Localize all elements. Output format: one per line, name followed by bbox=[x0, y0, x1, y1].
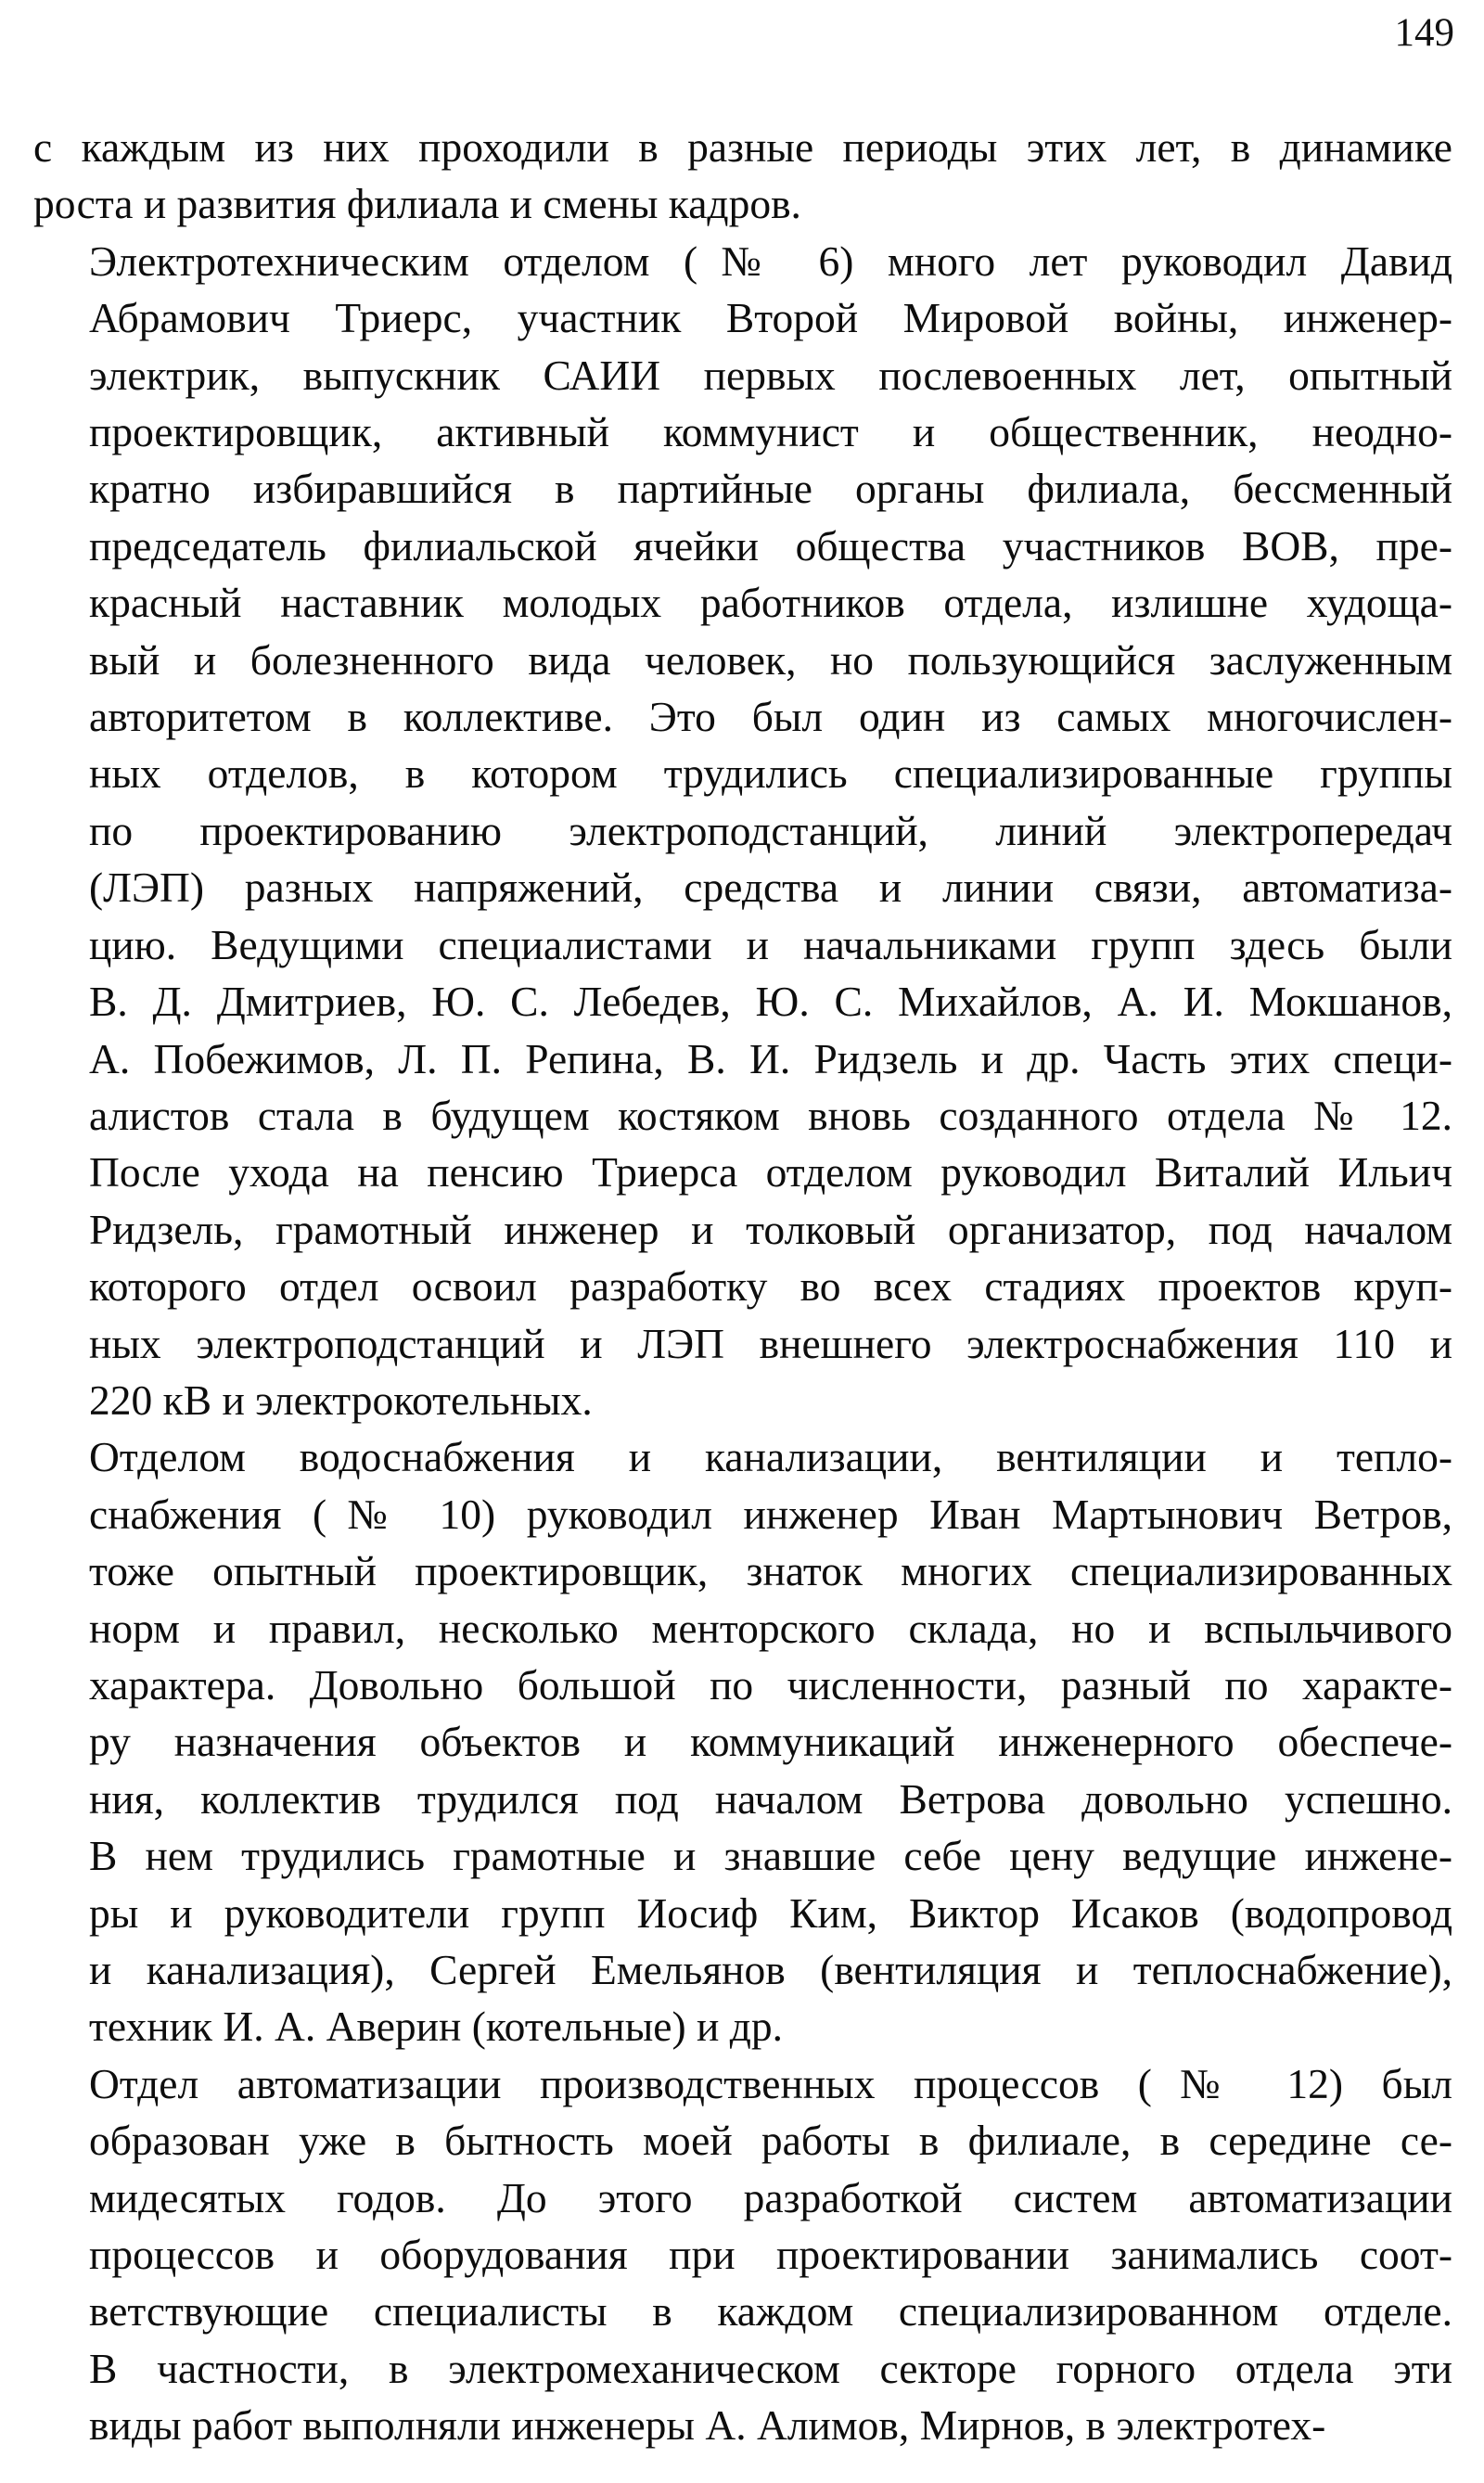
text-line: алистов стала в будущем костяком вновь созданного отдела № 12. bbox=[89, 1091, 1452, 1139]
text-line: (ЛЭП) разных напряжений, средства и линии связи, автоматиза- bbox=[89, 864, 1452, 912]
text-line: проектировщик, активный коммунист и общественник, неодно- bbox=[89, 408, 1452, 456]
text-line: 220 кВ и электрокотельных. bbox=[89, 1376, 593, 1424]
text-line: Абрамович Триерс, участник Второй Мировой войны, инженер- bbox=[89, 294, 1452, 342]
text-line: образован уже в бытность моей работы в филиале, в середине се- bbox=[89, 2117, 1452, 2165]
text-line: В. Д. Дмитриев, Ю. С. Лебедев, Ю. С. Михайлов, А. И. Мокшанов, bbox=[89, 978, 1452, 1026]
text-line: ных электроподстанций и ЛЭП внешнего электроснабжения 110 и bbox=[89, 1319, 1452, 1367]
text-line: ных отделов, в котором трудились специализированные группы bbox=[89, 749, 1452, 798]
text-line: После ухода на пенсию Триерса отделом руководил Виталий Ильич bbox=[89, 1148, 1452, 1197]
text-line: норм и правил, несколько менторского склада, но и вспыльчивого bbox=[89, 1604, 1452, 1652]
text-line: ветствующие специалисты в каждом специализированном отделе. bbox=[89, 2287, 1452, 2336]
text-line: кратно избиравшийся в партийные органы филиала, бессменный bbox=[89, 465, 1452, 513]
text-line: В частности, в электромеханическом секторе горного отдела эти bbox=[89, 2344, 1452, 2392]
page-number: 149 bbox=[1394, 11, 1454, 55]
text-line: Ридзель, грамотный инженер и толковый организатор, под началом bbox=[89, 1205, 1452, 1253]
text-line: А. Побежимов, Л. П. Репина, В. И. Ридзель и др. Часть этих специ- bbox=[89, 1034, 1452, 1082]
text-line: цию. Ведущими специалистами и начальниками групп здесь были bbox=[89, 920, 1452, 968]
text-line: красный наставник молодых работников отдела, излишне худоща- bbox=[89, 579, 1452, 627]
text-line: председатель филиальской ячейки общества участников ВОВ, пре- bbox=[89, 521, 1452, 570]
text-line: ру назначения объектов и коммуникаций инженерного обеспече- bbox=[89, 1718, 1452, 1766]
text-line: Отдел автоматизации производственных процессов (№ 12) был bbox=[89, 2059, 1452, 2107]
text-line: электрик, выпускник САИИ первых послевоенных лет, опытный bbox=[89, 351, 1452, 399]
paragraph bbox=[33, 119, 1452, 233]
text-line: тоже опытный проектировщик, знаток многих специализированных bbox=[89, 1547, 1452, 1595]
text-line: ния, коллектив трудился под началом Ветрова довольно успешно. bbox=[89, 1774, 1452, 1823]
text-line: виды работ выполняли инженеры А. Алимов, Мирнов, в электротех- bbox=[89, 2401, 1326, 2450]
text-line: авторитетом в коллективе. Это был один из самых многочислен- bbox=[89, 693, 1452, 741]
paragraph bbox=[33, 2055, 1452, 2454]
text-line: Электротехническим отделом (№ 6) много лет руководил Давид bbox=[89, 237, 1452, 285]
paragraph bbox=[33, 233, 1452, 1429]
paragraph bbox=[33, 1428, 1452, 2054]
text-line: вый и болезненного вида человек, но пользующийся заслуженным bbox=[89, 635, 1452, 684]
text-line: по проектированию электроподстанций, линий электропередач bbox=[89, 806, 1452, 854]
text-line: и канализация), Сергей Емельянов (вентиляция и теплоснабжение), bbox=[89, 1946, 1452, 1993]
text-line: В нем трудились грамотные и знавшие себе цену ведущие инжене- bbox=[89, 1832, 1452, 1880]
text-line: процессов и оборудования при проектировании занимались соот- bbox=[89, 2231, 1452, 2279]
text-line: снабжения (№ 10) руководил инженер Иван Мартынович Ветров, bbox=[89, 1490, 1452, 1538]
text-line: ры и руководители групп Иосиф Ким, Виктор Исаков (водопровод bbox=[89, 1888, 1452, 1937]
text-line: которого отдел освоил разработку во всех стадиях проектов круп- bbox=[89, 1262, 1452, 1311]
text-line: Отделом водоснабжения и канализации, вентиляции и тепло- bbox=[89, 1433, 1452, 1481]
text-line: техник И. А. Аверин (котельные) и др. bbox=[89, 2003, 783, 2051]
text-line: с каждым из них проходили в разные периоды этих лет, в динамике bbox=[33, 123, 1452, 171]
text-line: мидесятых годов. До этого разработкой систем автоматизации bbox=[89, 2173, 1452, 2221]
text-line: роста и развития филиала и смены кадров. bbox=[33, 180, 801, 228]
text-line: характера. Довольно большой по численности, разный по характе- bbox=[89, 1660, 1452, 1709]
body-text bbox=[33, 119, 1452, 2454]
